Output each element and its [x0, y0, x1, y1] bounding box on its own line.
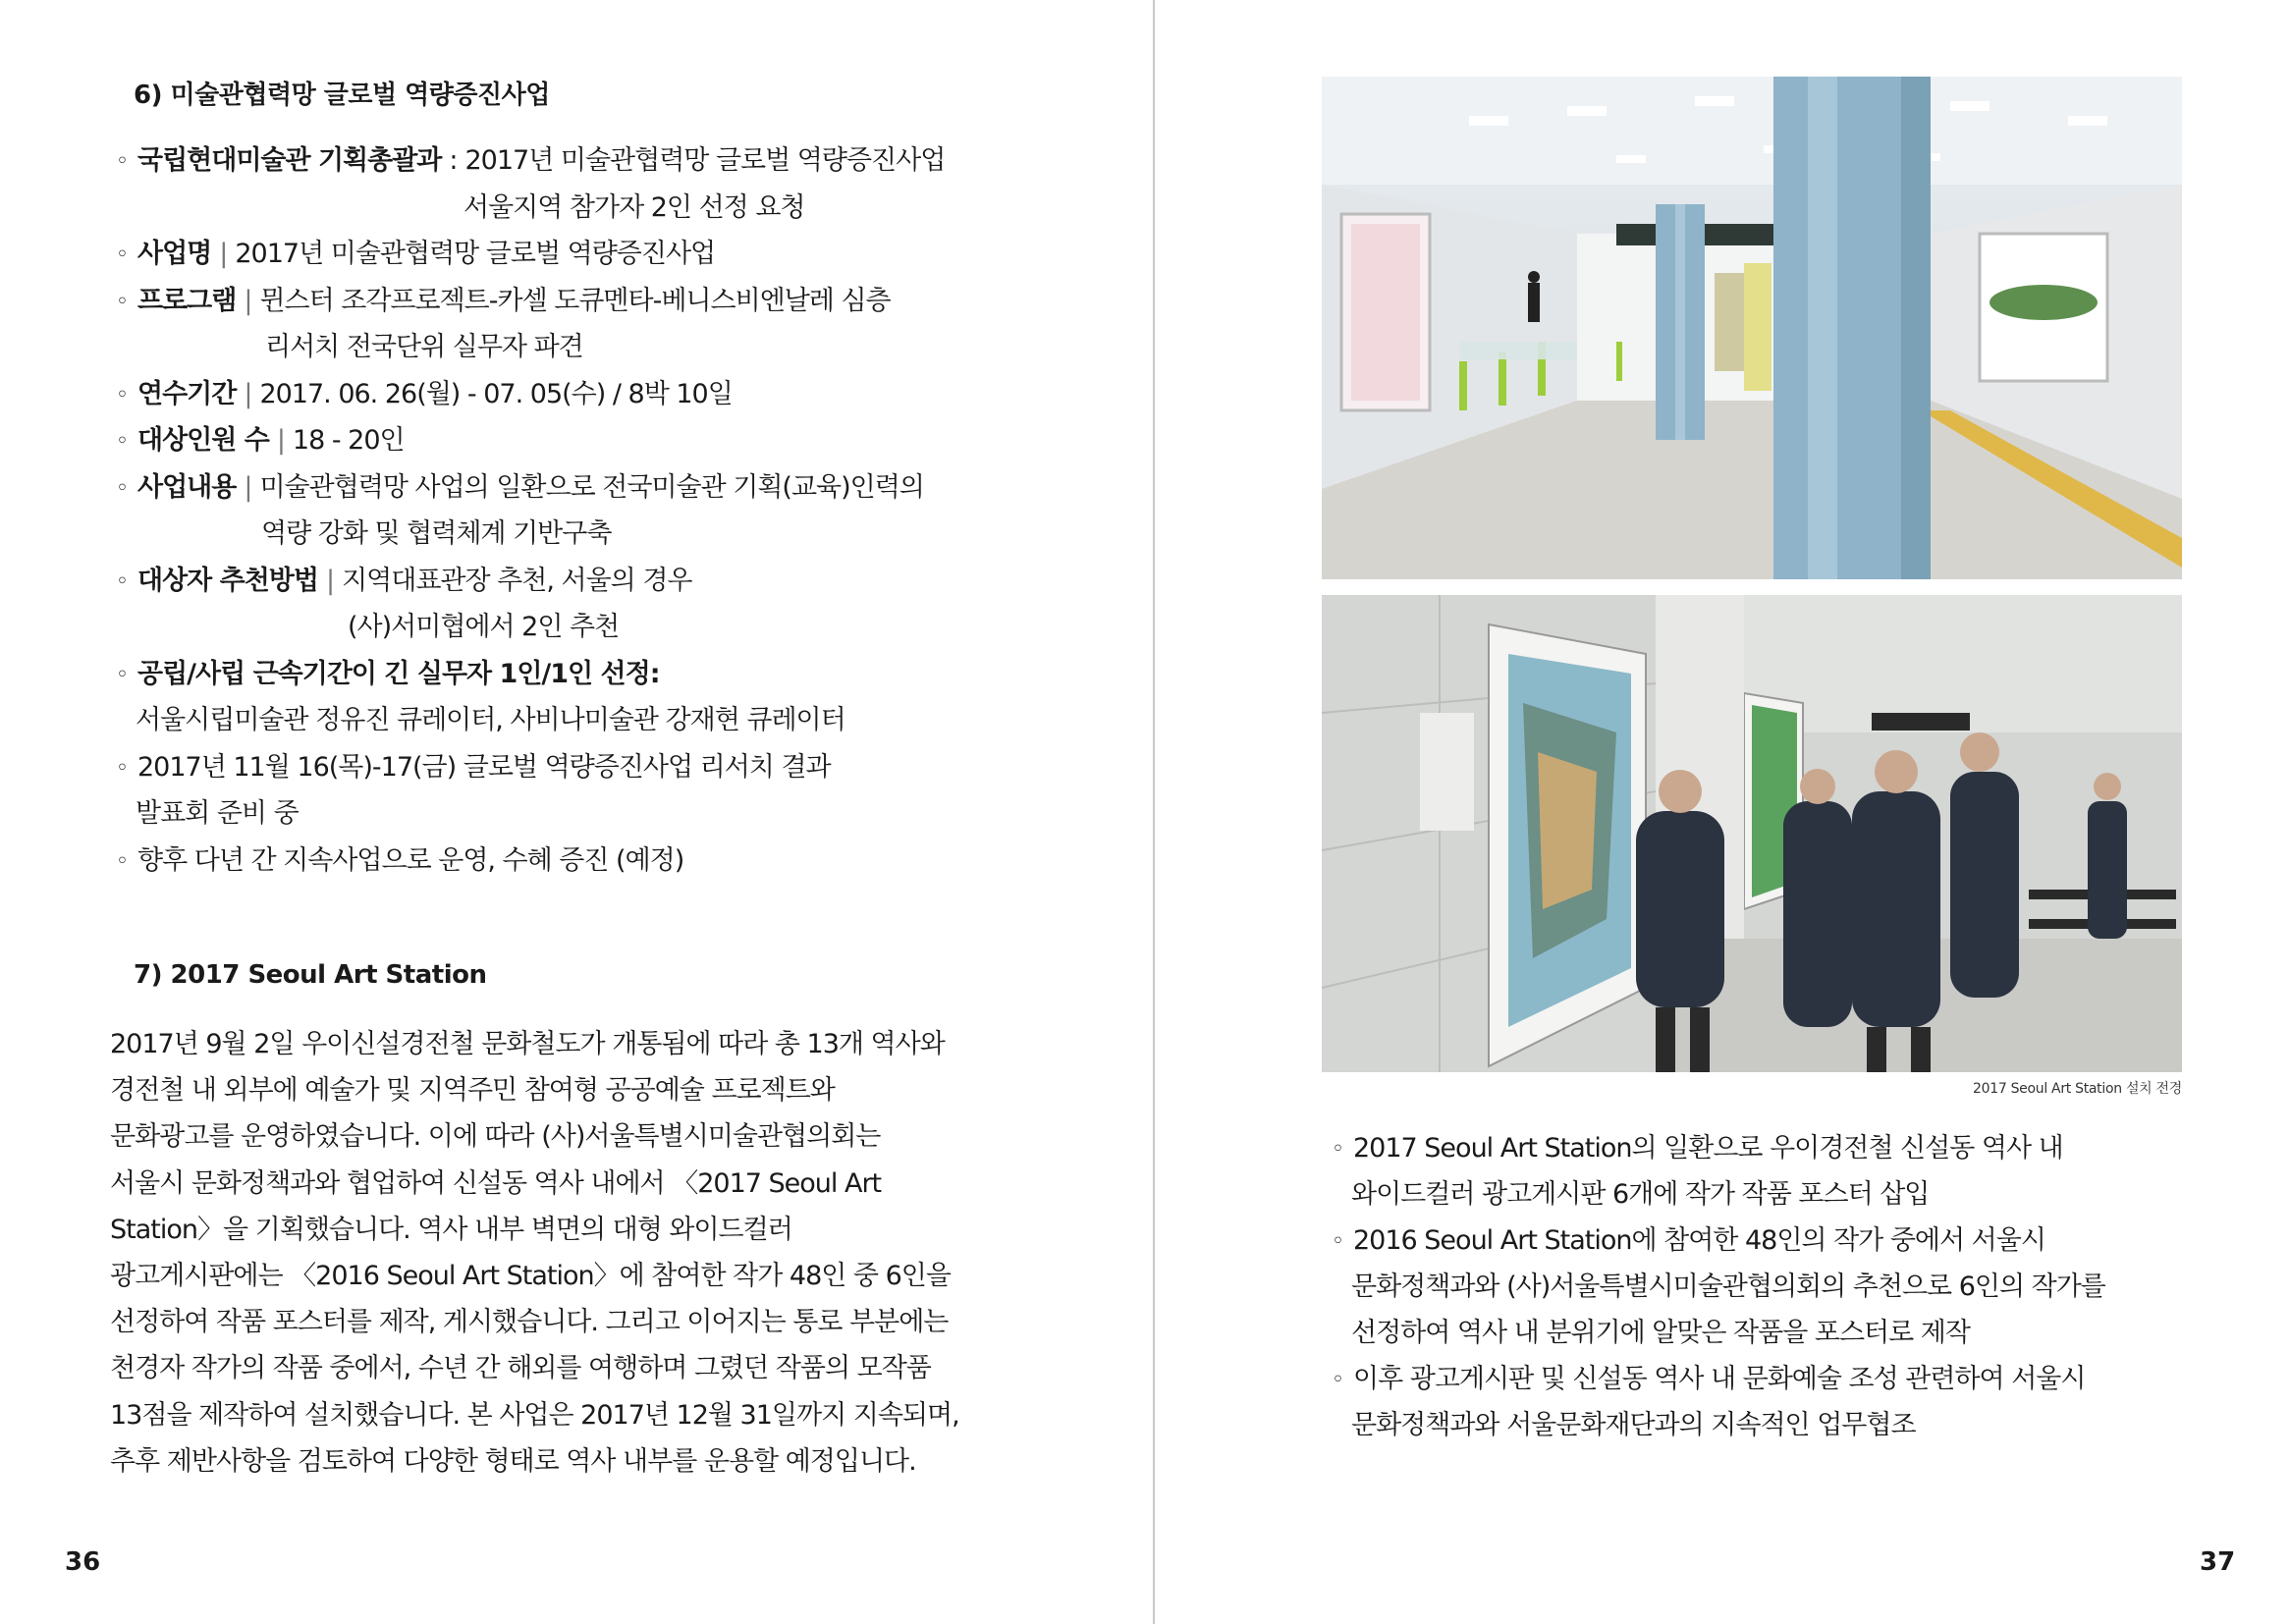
ring-bullet-icon: ◦	[116, 429, 128, 454]
paragraph-line: 광고게시판에는 〈2016 Seoul Art Station〉에 참여한 작가 48인 중 6인을	[110, 1261, 951, 1292]
station-concourse-illustration	[1322, 77, 2182, 579]
item-text: 2016 Seoul Art Station에 참여한 48인의 작가 중에서 서울시	[1353, 1225, 2045, 1256]
item-label: 국립현대미술관 기획총괄과	[137, 145, 442, 176]
item-text: 2017 Seoul Art Station의 일환으로 우이경전철 신설동 역사 내	[1353, 1133, 2063, 1164]
item-label: 대상자 추천방법	[137, 566, 318, 596]
list-item	[116, 838, 683, 885]
item-label: 프로그램	[137, 286, 237, 316]
list-item	[116, 464, 924, 512]
section-6-title: 6) 미술관협력망 글로벌 역량증진사업	[134, 81, 550, 110]
item-separator: |	[219, 239, 228, 269]
list-item	[116, 231, 715, 278]
list-item	[116, 558, 692, 605]
paragraph-line: 경전철 내 외부에 예술가 및 지역주민 참여형 공공예술 프로젝트와	[110, 1075, 835, 1107]
photo-caption: 2017 Seoul Art Station 설치 전경	[1973, 1081, 2182, 1097]
page-number-right: 37	[2200, 1547, 2236, 1577]
item-text: 이후 광고게시판 및 신설동 역사 내 문화예술 조성 관련하여 서울시	[1353, 1364, 2086, 1394]
list-item	[116, 137, 945, 185]
paragraph-line: 천경자 작가의 작품 중에서, 수년 간 해외를 여행하며 그렸던 작품의 모작품	[110, 1353, 931, 1384]
paragraph-line: 문화광고를 운영하였습니다. 이에 따라 (사)서울특별시미술관협의회는	[110, 1121, 881, 1153]
paragraph-line: Station〉을 기획했습니다. 역사 내부 벽면의 대형 와이드컬러	[110, 1214, 792, 1245]
item-label: 연수기간	[137, 379, 237, 409]
item-text: 향후 다년 간 지속사업으로 운영, 수혜 증진 (예정)	[137, 845, 684, 876]
item-continuation: 역량 강화 및 협력체계 기반구축	[261, 518, 612, 549]
item-text: 2017년 미술관협력망 글로벌 역량증진사업	[464, 145, 946, 176]
ring-bullet-icon: ◦	[1332, 1368, 1343, 1392]
list-item	[1332, 1125, 2063, 1172]
item-separator: |	[276, 425, 285, 456]
section-7-title: 7) 2017 Seoul Art Station	[134, 960, 487, 990]
ring-bullet-icon: ◦	[116, 290, 128, 314]
page-number-left: 36	[65, 1547, 101, 1577]
item-continuation: 선정하여 역사 내 분위기에 알맞은 작품을 포스터로 제작	[1351, 1318, 1970, 1348]
ring-bullet-icon: ◦	[116, 569, 128, 594]
item-label: 사업명	[137, 239, 212, 269]
item-text: 2017. 06. 26(월) - 07. 05(수) / 8박 10일	[259, 379, 733, 409]
paragraph-line: 추후 제반사항을 검토하여 다양한 형태로 역사 내부를 운용할 예정입니다.	[110, 1445, 916, 1477]
paragraph-line: 2017년 9월 2일 우이신설경전철 문화철도가 개통됨에 따라 총 13개 역사와	[110, 1029, 945, 1059]
item-continuation: (사)서미협에서 2인 추천	[348, 612, 620, 642]
item-separator: :	[449, 145, 458, 176]
item-label: 사업내용	[137, 472, 237, 503]
list-item	[116, 371, 733, 418]
ring-bullet-icon: ◦	[116, 663, 128, 687]
item-separator: |	[244, 286, 252, 316]
item-separator: |	[244, 379, 252, 409]
item-text: 지역대표관장 추천, 서울의 경우	[342, 566, 692, 596]
list-item	[116, 744, 831, 791]
item-label: 공립/사립 근속기간이 긴 실무자 1인/1인 선정:	[137, 659, 660, 689]
list-item	[116, 417, 405, 464]
item-continuation: 리서치 전국단위 실무자 파견	[265, 332, 583, 362]
item-continuation: 발표회 준비 중	[136, 798, 299, 829]
photo-station-concourse	[1322, 77, 2182, 579]
ring-bullet-icon: ◦	[116, 149, 128, 174]
ring-bullet-icon: ◦	[1332, 1229, 1343, 1254]
item-continuation: 문화정책과와 서울문화재단과의 지속적인 업무협조	[1351, 1410, 1916, 1440]
ring-bullet-icon: ◦	[116, 756, 128, 781]
page-gutter	[1153, 0, 1155, 1624]
item-continuation: 서울시립미술관 정유진 큐레이터, 사비나미술관 강재현 큐레이터	[136, 705, 845, 735]
list-item	[1332, 1218, 2045, 1265]
ring-bullet-icon: ◦	[116, 243, 128, 267]
list-item	[116, 278, 891, 325]
item-text: 뮌스터 조각프로젝트-카셀 도큐멘타-베니스비엔날레 심층	[259, 286, 891, 316]
ring-bullet-icon: ◦	[116, 383, 128, 407]
ring-bullet-icon: ◦	[116, 849, 128, 874]
item-separator: |	[325, 566, 335, 596]
paragraph-line: 13점을 제작하여 설치했습니다. 본 사업은 2017년 12월 31일까지 지속되며,	[110, 1399, 959, 1431]
paragraph-line: 선정하여 작품 포스터를 제작, 게시했습니다. 그리고 이어지는 통로 부분에는	[110, 1307, 949, 1338]
paragraph-line: 서울시 문화정책과와 협업하여 신설동 역사 내에서 〈2017 Seoul Art	[110, 1167, 882, 1199]
list-item	[1332, 1356, 2085, 1403]
list-item	[116, 651, 660, 698]
item-separator: |	[244, 472, 252, 503]
item-text: 18 - 20인	[292, 425, 405, 456]
item-continuation: 서울지역 참가자 2인 선정 요청	[463, 192, 805, 223]
item-label: 대상인원 수	[137, 425, 269, 456]
item-text: 미술관협력망 사업의 일환으로 전국미술관 기획(교육)인력의	[259, 472, 924, 503]
gallery-visitors-illustration	[1322, 595, 2182, 1072]
item-continuation: 와이드컬러 광고게시판 6개에 작가 작품 포스터 삽입	[1351, 1179, 1930, 1210]
item-text: 2017년 미술관협력망 글로벌 역량증진사업	[235, 239, 716, 269]
ring-bullet-icon: ◦	[1332, 1137, 1343, 1162]
ring-bullet-icon: ◦	[116, 476, 128, 501]
body-paragraph	[110, 1021, 994, 1485]
photo-gallery-visitors	[1322, 595, 2182, 1072]
item-continuation: 문화정책과와 (사)서울특별시미술관협의회의 추천으로 6인의 작가를	[1351, 1272, 2105, 1302]
item-text: 2017년 11월 16(목)-17(금) 글로벌 역량증진사업 리서치 결과	[137, 752, 831, 783]
